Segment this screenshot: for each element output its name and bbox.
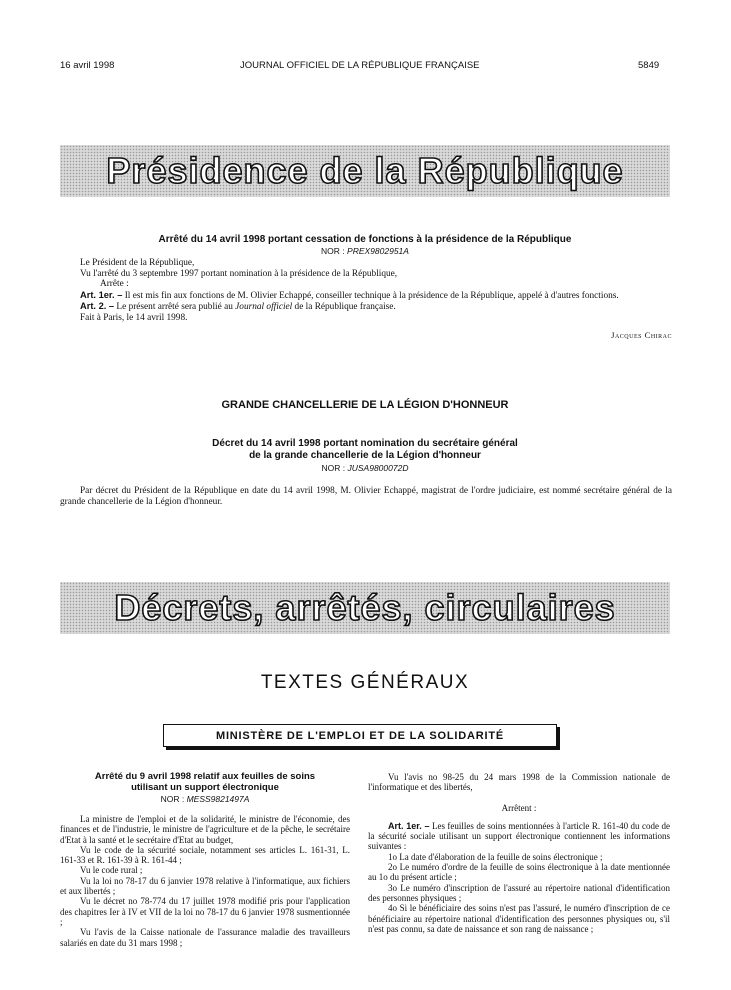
decree-title-line2: utilisant un support électronique (131, 782, 279, 793)
ministry-name: MINISTÈRE DE L'EMPLOI ET DE LA SOLIDARITÉ (215, 729, 505, 742)
article-1: Art. 1er. – Il est mis fin aux fonctions de M. Olivier Echappé, conseiller technique à la présidence de la République, appelé à d'autres fonctions. (80, 289, 619, 301)
list-item: 1o La date d'élaboration de la feuille de soins électronique ; (388, 851, 603, 862)
section-banner-presidence (60, 145, 670, 197)
decree-body (60, 486, 672, 507)
body-paragraph: Vu l'avis no 98-25 du 24 mars 1998 de la Commission nationale de l'informatique et des libertés, (368, 772, 670, 793)
body-paragraph: Vu le code de la sécurité sociale, notamment ses articles L. 161-31, L. 161-33 et R. 161-39 à R. 161-44 ; (60, 844, 350, 866)
list-item: 2o Le numéro d'ordre de la feuille de soins électronique à la date mentionnée au 1o du présent article ; (368, 862, 670, 883)
list-item: 3o Le numéro d'inscription de l'assuré au répertoire national d'identification des personnes physiques ; (368, 882, 670, 903)
body-line: Le Président de la République, (80, 258, 195, 268)
decree-title: Arrêté du 14 avril 1998 portant cessation de fonctions à la présidence de la République (158, 234, 572, 245)
body-paragraph: Par décret du Président de la République en date du 14 avril 1998, M. Olivier Echappé, magistrat de l'ordre judiciaire, est nommé secrétaire général de la grande chancellerie de la Légion d'honneur. (60, 486, 672, 507)
body-line: Arrête : (100, 279, 129, 290)
nor-reference: NOR : MESS9821497A (160, 794, 250, 804)
textes-generaux-heading: TEXTES GÉNÉRAUX (260, 672, 470, 693)
banner-text: Présidence de la République (106, 150, 624, 191)
body-paragraph: La ministre de l'emploi et de la solidarité, le ministre de l'économie, des finances et de l'industrie, le ministre de l'agriculture et de la pêche, le secrétaire d'Etat à la santé et le secrétaire d'Etat au budget, (60, 814, 350, 845)
article-2: Art. 2. – Le présent arrêté sera publié au Journal officiel de la République française. (80, 301, 396, 313)
body-paragraph: Vu le décret no 78-774 du 17 juillet 1978 modifié pris pour l'application des chapitres Ier à IV et VII de la loi no 78-17 du 6 janvier 1978 susmentionnée ; (60, 896, 350, 927)
left-body (60, 814, 350, 948)
left-column (60, 771, 350, 948)
list-item: 4o Si le bénéficiaire des soins n'est pas l'assuré, le numéro d'inscription de ce bénéficiaire au répertoire national d'identification des personnes physiques ou, s'il n'est pas connu, sa date de naissance et son rang de naissance ; (368, 903, 670, 934)
section-heading-legion: GRANDE CHANCELLERIE DE LA LÉGION D'HONNEUR (221, 399, 509, 411)
body-line: Vu l'arrêté du 3 septembre 1997 portant nomination à la présidence de la République, (80, 268, 398, 279)
header-page-number: 5849 (638, 60, 660, 71)
nor-reference: NOR : PREX9802951A (321, 246, 409, 256)
ministry-box (163, 724, 557, 747)
header-date: 16 avril 1998 (60, 60, 115, 71)
article-1: Art. 1er. – Les feuilles de soins mentionnées à l'article R. 161-40 du code de la sécurité sociale utilisant un support électronique contiennent les informations suivantes : (368, 820, 670, 852)
decree-title-line1: Arrêté du 9 avril 1998 relatif aux feuilles de soins (94, 771, 316, 782)
body-paragraph: Vu le code rural ; (80, 865, 143, 876)
body-paragraph: Vu l'avis de la Caisse nationale de l'assurance maladie des travailleurs salariés en date du 31 mars 1998 ; (60, 927, 350, 948)
signature: Jacques Chirac (611, 329, 672, 340)
body-paragraph: Vu la loi no 78-17 du 6 janvier 1978 relative à l'informatique, aux fichiers et aux libertés ; (60, 875, 350, 897)
decree-body (60, 258, 672, 340)
arretent: Arrêtent : (501, 802, 537, 813)
section-banner-decrets (60, 582, 670, 634)
done-at: Fait à Paris, le 14 avril 1998. (80, 312, 188, 323)
decree-title-line1: Décret du 14 avril 1998 portant nomination du secrétaire général (212, 438, 518, 449)
header-journal: JOURNAL OFFICIEL DE LA RÉPUBLIQUE FRANÇAISE (240, 60, 480, 71)
nor-reference: NOR : JUSA9800072D (321, 463, 409, 473)
banner-text: Décrets, arrêtés, circulaires (114, 587, 616, 628)
decree-title-line2: de la grande chancellerie de la Légion d'honneur (249, 450, 481, 461)
right-column (368, 772, 670, 934)
